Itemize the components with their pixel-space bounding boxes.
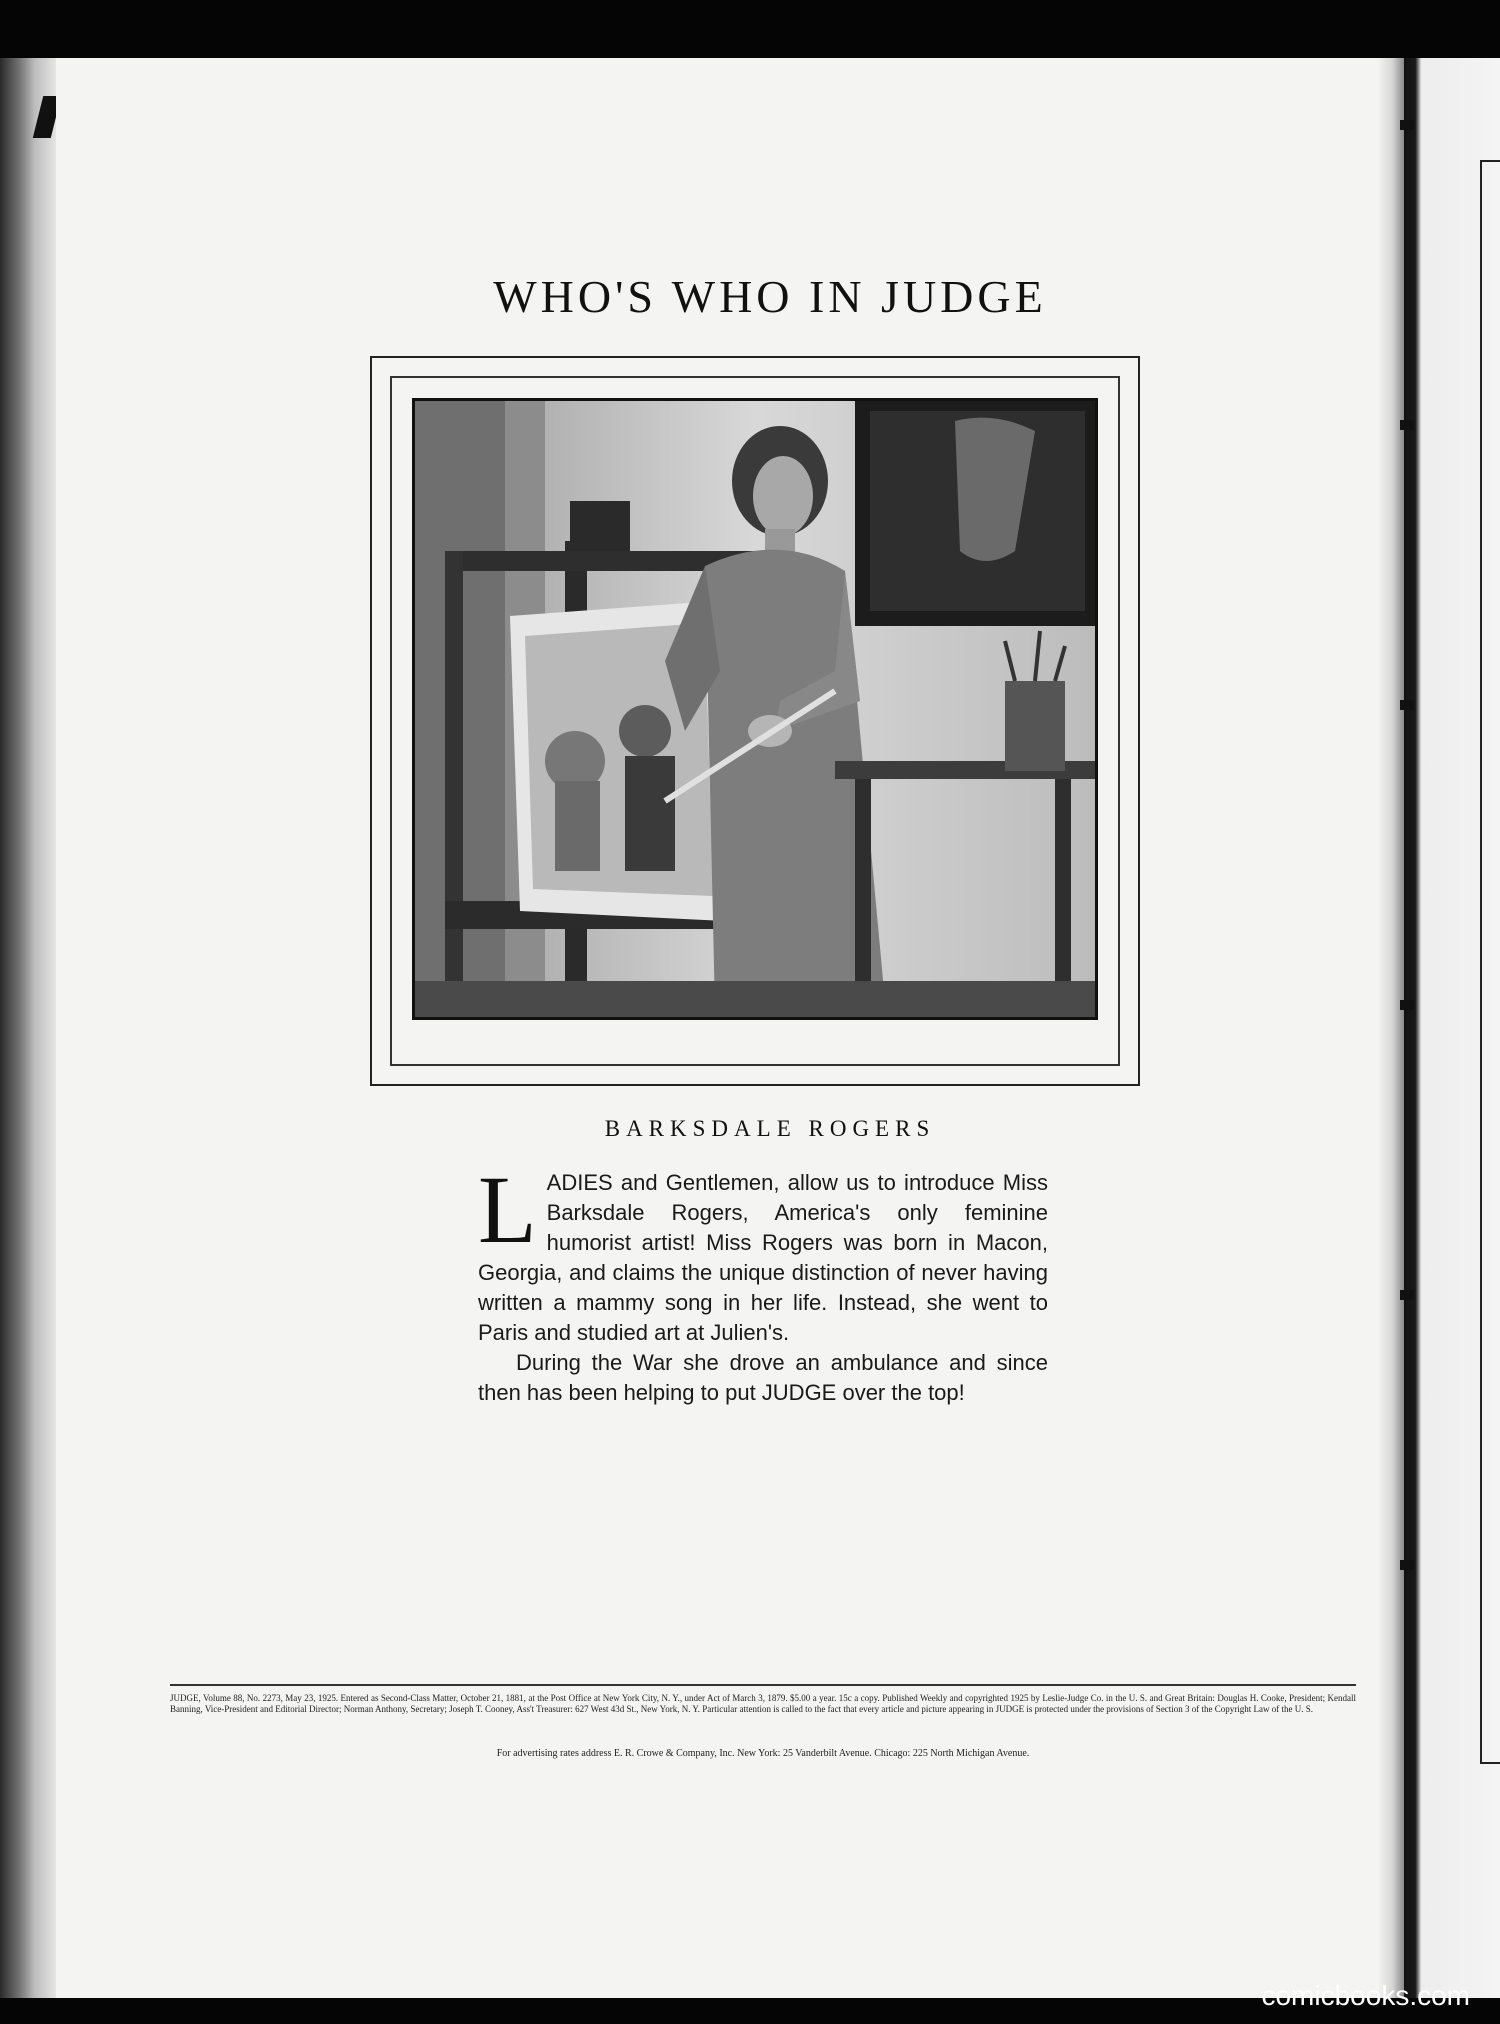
photo-illustration	[415, 401, 1095, 1017]
edge-tick	[1400, 420, 1414, 430]
book-spine-left	[0, 58, 58, 1998]
article-paragraph-2: During the War she drove an ambulance and since then has been helping to put JUDGE over the top!	[478, 1350, 1048, 1405]
paragraph-1-text: ADIES and Gentlemen, allow us to introduce Miss Barksdale Rogers, America's only feminine humorist artist! Miss Rogers was born in Macon, Georgia, and claims the unique distinction of never having written a mammy song in her life. Instead, she went to Paris and studied art at Julien's.	[478, 1170, 1048, 1345]
edge-tick	[1400, 1000, 1414, 1010]
article-body	[478, 1156, 1048, 1408]
facing-page-border	[1480, 160, 1500, 1764]
page-gutter-shadow	[1378, 58, 1404, 1998]
portrait-photo	[412, 398, 1098, 1020]
footer-rule	[170, 1684, 1356, 1686]
publication-imprint: JUDGE, Volume 88, No. 2273, May 23, 1925. Entered as Second-Class Matter, October 21, 1881, at the Post Office at New York City, N. Y., under Act of March 3, 1879. $5.00 a year. 15c a copy. Published Weekly and copyrighted 1925 by Leslie-Judge Co. in the U. S. and Great Britain: Douglas H. Cooke, President; Kendall Banning, Vice-President and Editorial Director; Norman Anthony, Secretary; Joseph T. Cooney, Ass't Treasurer: 627 West 43d St., New York, N. Y. Particular attention is called to the fact that every article and picture appearing in JUDGE is protected under the provisions of Section 3 of the Copyright Law of the U. S.	[170, 1693, 1356, 1714]
photo-frame	[370, 356, 1140, 1086]
site-watermark: comicbooks.com	[1261, 1980, 1470, 2011]
edge-tick	[1400, 1290, 1414, 1300]
page-title: WHO'S WHO IN JUDGE	[493, 271, 1047, 322]
drop-cap: L	[478, 1156, 537, 1263]
photo-caption: BARKSDALE ROGERS	[604, 1116, 936, 1141]
edge-tick	[1400, 700, 1414, 710]
edge-tick	[1400, 1560, 1414, 1570]
article-paragraph-1	[478, 1156, 1048, 1348]
advertising-notice: For advertising rates address E. R. Crowe & Company, Inc. New York: 25 Vanderbilt Avenue. Chicago: 225 North Michigan Avenue.	[496, 1748, 1030, 1759]
edge-tick	[1400, 120, 1414, 130]
